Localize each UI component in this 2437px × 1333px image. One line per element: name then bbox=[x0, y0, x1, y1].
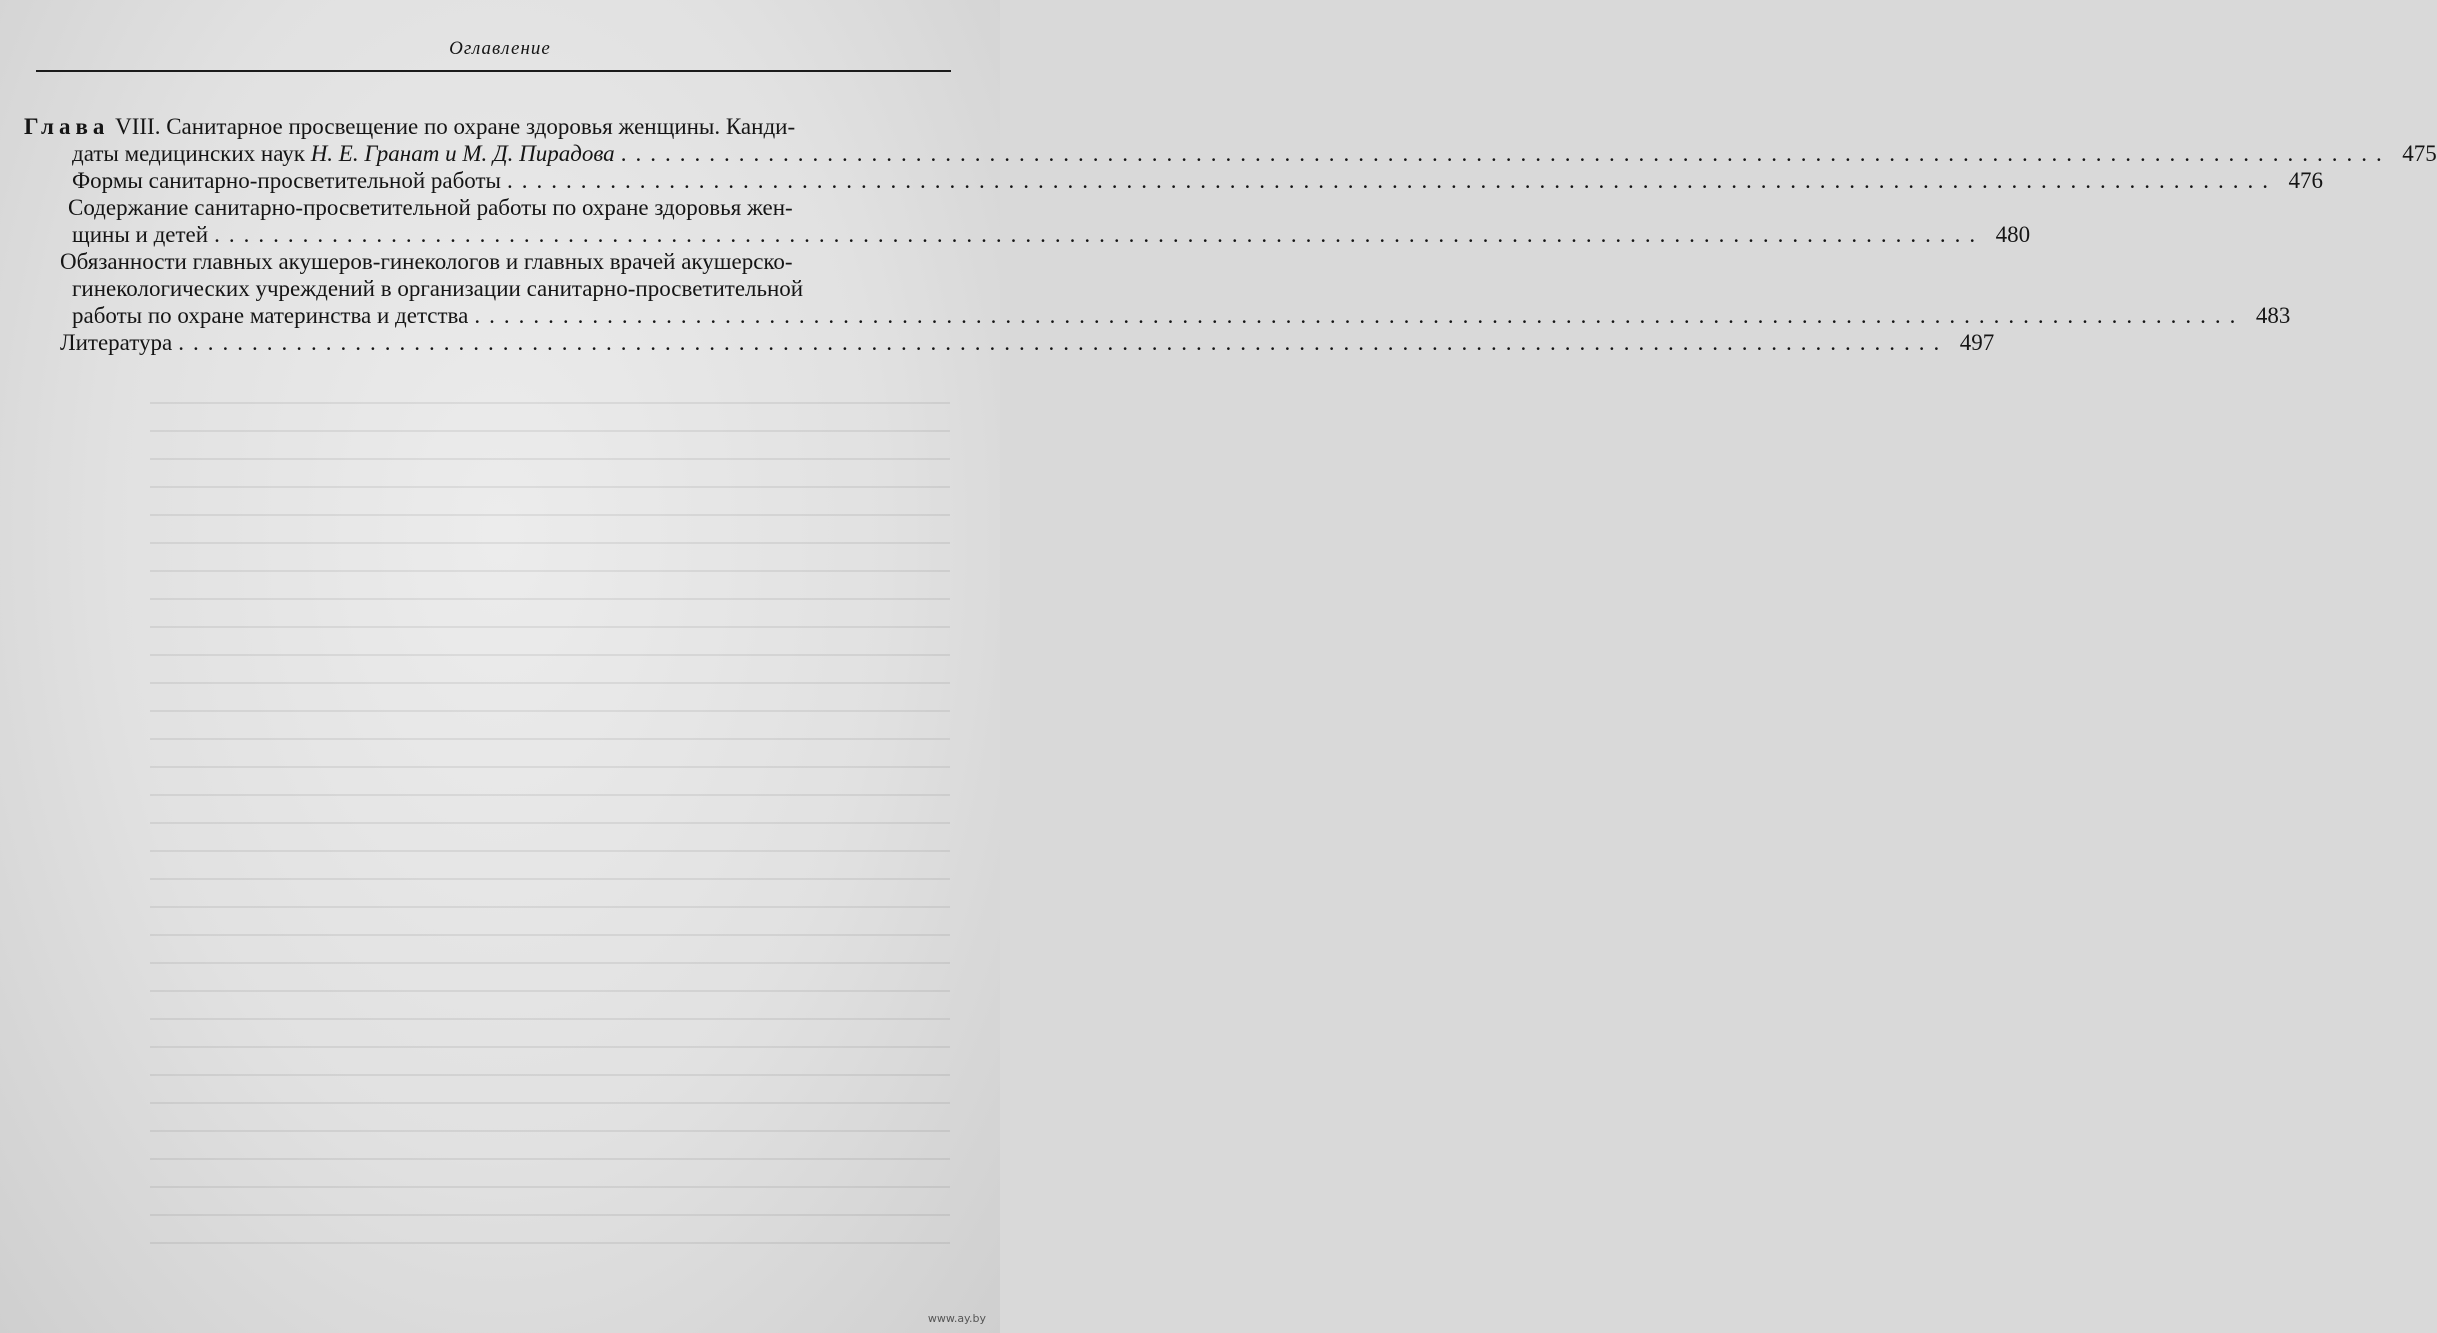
toc-item bbox=[24, 194, 2031, 248]
toc-literature-entry bbox=[24, 329, 1995, 356]
chapter-title-line-2 bbox=[24, 140, 2437, 167]
toc-item-title-continuation: гинекологических учреждений в организации санитарно-просветительной bbox=[72, 276, 804, 301]
toc-item-title: Формы санитарно-просветительной работы bbox=[72, 168, 501, 193]
chapter-page-number: 475 bbox=[2402, 141, 2437, 166]
toc-item-line bbox=[24, 329, 1995, 356]
toc-item-line bbox=[24, 221, 2031, 248]
toc-chapter-entry bbox=[24, 113, 2437, 167]
dot-leader: ........................................................................................................................ bbox=[474, 303, 2245, 328]
running-header: Оглавление bbox=[449, 38, 551, 59]
chapter-number: VIII. bbox=[115, 114, 161, 139]
toc-item-page-number: 483 bbox=[2255, 303, 2291, 328]
toc-item-page-number: 480 bbox=[1995, 222, 2031, 247]
watermark: www.ay.by bbox=[927, 1312, 986, 1325]
dot-leader: ........................................................................................................................ bbox=[507, 168, 2277, 193]
dot-leader: ........................................................................................................................ bbox=[214, 222, 1985, 247]
literature-page-number: 497 bbox=[1959, 330, 1995, 355]
toc-item-line bbox=[24, 302, 2291, 329]
chapter-title-part-1: Санитарное просвещение по охране здоровья женщины. Канди- bbox=[166, 114, 796, 139]
toc-item-title-continuation: работы по охране материнства и детства bbox=[72, 303, 469, 328]
chapter-author-1: Н. Е. Гранат bbox=[310, 141, 440, 166]
toc-item-page-number: 476 bbox=[2288, 168, 2323, 193]
toc-item-title-continuation: щины и детей bbox=[72, 222, 209, 247]
bleed-through-background bbox=[150, 380, 950, 1260]
toc-item-line bbox=[24, 194, 954, 221]
toc-item bbox=[24, 167, 2323, 194]
toc-item bbox=[24, 248, 2291, 329]
toc-item-line bbox=[24, 275, 954, 302]
toc-item-title: Обязанности главных акушеров-гинекологов и главных врачей акушерско- bbox=[60, 249, 793, 274]
chapter-author-conjunction: и bbox=[445, 141, 457, 166]
dot-leader: ........................................................................................................................ bbox=[620, 141, 2391, 166]
chapter-author-2: М. Д. Пирадова bbox=[462, 141, 615, 166]
header-rule bbox=[36, 70, 951, 72]
chapter-title-line-1 bbox=[24, 113, 954, 140]
chapter-title-text: даты медицинских наук bbox=[72, 141, 305, 166]
chapter-title-part-2 bbox=[72, 140, 615, 167]
toc-item-line bbox=[24, 167, 2323, 194]
literature-label: Литература bbox=[60, 330, 173, 355]
dot-leader: ........................................................................................................................ bbox=[178, 330, 1949, 355]
chapter-label: Глава bbox=[24, 114, 110, 139]
table-of-contents bbox=[24, 113, 2437, 356]
toc-item-title: Содержание санитарно-просветительной работы по охране здоровья жен- bbox=[68, 195, 793, 220]
toc-item-line bbox=[24, 248, 954, 275]
